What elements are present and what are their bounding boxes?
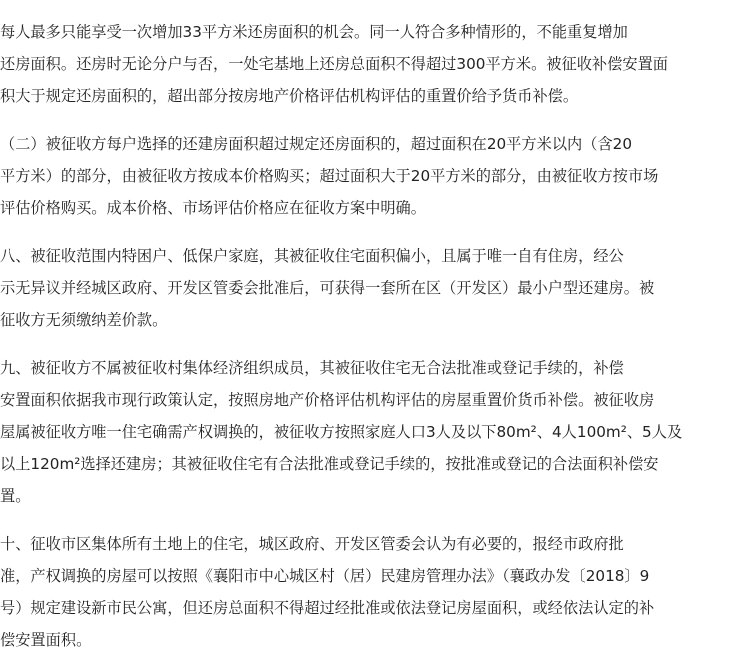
text-line: 以上120m²选择还建房；其被征收住宅有合法批准或登记手续的，按批准或登记的合法面积补偿安 <box>0 455 659 473</box>
text-line: 征收方无须缴纳差价款。 <box>0 311 168 329</box>
text-line: 号）规定建设新市民公寓，但还房总面积不得超过经批准或依法登记房屋面积，或经依法认定的补 <box>0 599 655 617</box>
text-line: 还房面积。还房时无论分户与否，一处宅基地上还房总面积不得超过300平方米。被征收补偿安置面 <box>0 55 669 73</box>
text-line: 评估价格购买。成本价格、市场评估价格应在征收方案中明确。 <box>0 199 426 217</box>
text-line: 八、被征收范围内特困户、低保户家庭，其被征收住宅面积偏小，且属于唯一自有住房，经公 <box>0 247 624 265</box>
text-line: 安置面积依据我市现行政策认定，按照房地产价格评估机构评估的房屋重置价货币补偿。被征收房 <box>0 391 655 409</box>
text-line: （二）被征收方每户选择的还建房面积超过规定还房面积的，超过面积在20平方米以内（含20 <box>0 135 633 153</box>
text-line: 积大于规定还房面积的，超出部分按房地产价格评估机构评估的重置价给予货币补偿。 <box>0 87 579 105</box>
text-line: 准，产权调换的房屋可以按照《襄阳市中心城区村（居）民建房管理办法》（襄政办发〔2018〕9 <box>0 567 650 585</box>
text-line: 九、被征收方不属被征收村集体经济组织成员，其被征收住宅无合法批准或登记手续的，补偿 <box>0 359 624 377</box>
text-line: 偿安置面积。 <box>0 631 92 649</box>
text-line: 每人最多只能享受一次增加33平方米还房面积的机会。同一人符合多种情形的，不能重复增加 <box>0 23 628 41</box>
text-line: 十、征收市区集体所有土地上的住宅，城区政府、开发区管委会认为有必要的，报经市政府批 <box>0 535 624 553</box>
text-line: 屋属被征收方唯一住宅确需产权调换的，被征收方按照家庭人口3人及以下80m²、4人100m²、5人及 <box>0 423 683 441</box>
text-line: 置。 <box>0 487 31 505</box>
text-line: 示无异议并经城区政府、开发区管委会批准后，可获得一套所在区（开发区）最小户型还建房。被 <box>0 279 655 297</box>
text-line: 平方米）的部分，由被征收方按成本价格购买；超过面积大于20平方米的部分，由被征收方按市场 <box>0 167 659 185</box>
